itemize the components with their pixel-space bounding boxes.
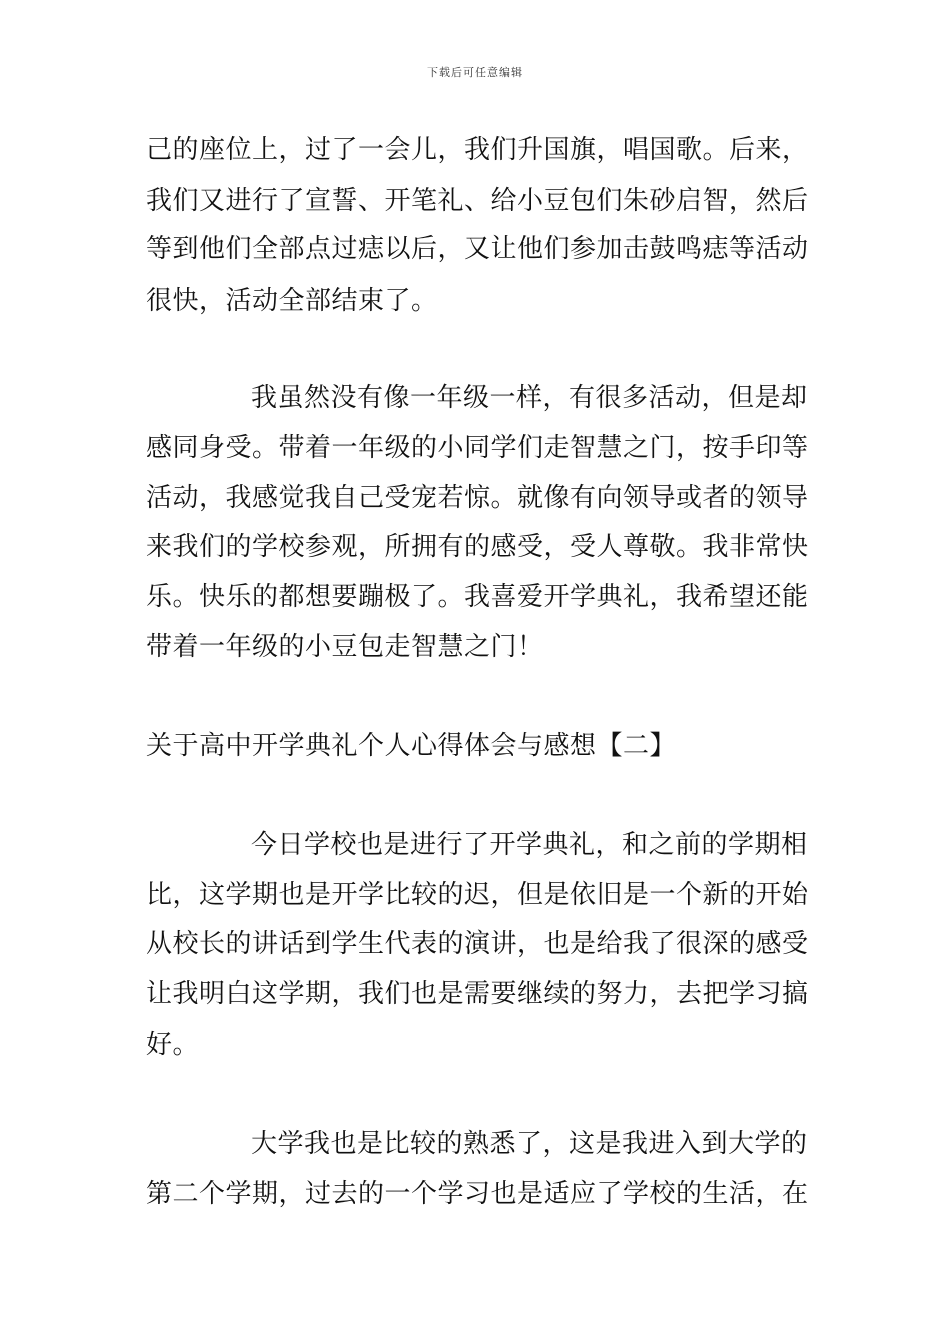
paragraph-1-line-4: 很快，活动全部结束了。: [146, 286, 438, 316]
paragraph-2-line-5: 乐。快乐的都想要蹦极了。我喜爱开学典礼，我希望还能: [146, 582, 809, 612]
section-heading: 关于高中开学典礼个人心得体会与感想【二】: [146, 731, 677, 761]
paragraph-2-line-6: 带着一年级的小豆包走智慧之门！: [146, 632, 544, 662]
paragraph-3-line-2: 比，这学期也是开学比较的迟，但是依旧是一个新的开始: [146, 880, 809, 910]
paragraph-3-line-1: 今日学校也是进行了开学典礼，和之前的学期相: [251, 830, 808, 860]
paragraph-2-line-1: 我虽然没有像一年级一样，有很多活动，但是却: [251, 383, 808, 413]
paragraph-2-line-2: 感同身受。带着一年级的小同学们走智慧之门，按手印等: [146, 433, 809, 463]
paragraph-4-line-1: 大学我也是比较的熟悉了，这是我进入到大学的: [251, 1129, 808, 1159]
paragraph-3-line-3: 从校长的讲话到学生代表的演讲，也是给我了很深的感受: [146, 929, 809, 959]
paragraph-3-line-4: 让我明白这学期，我们也是需要继续的努力，去把学习搞: [146, 979, 809, 1009]
paragraph-1-line-3: 等到他们全部点过痣以后，又让他们参加击鼓鸣痣等活动: [146, 234, 809, 264]
paragraph-3-line-5: 好。: [146, 1030, 200, 1060]
paragraph-1-line-2: 我们又进行了宣誓、开笔礼、给小豆包们朱砂启智，然后: [146, 186, 809, 216]
paragraph-1-line-1: 己的座位上，过了一会儿，我们升国旗，唱国歌。后来，: [146, 135, 809, 165]
paragraph-2-line-3: 活动，我感觉我自己受宠若惊。就像有向领导或者的领导: [146, 483, 809, 513]
paragraph-4-line-2: 第二个学期，过去的一个学习也是适应了学校的生活，在: [146, 1179, 809, 1209]
page-header-note: 下载后可任意编辑: [427, 66, 523, 79]
paragraph-2-line-4: 来我们的学校参观，所拥有的感受，受人尊敬。我非常快: [146, 532, 809, 562]
